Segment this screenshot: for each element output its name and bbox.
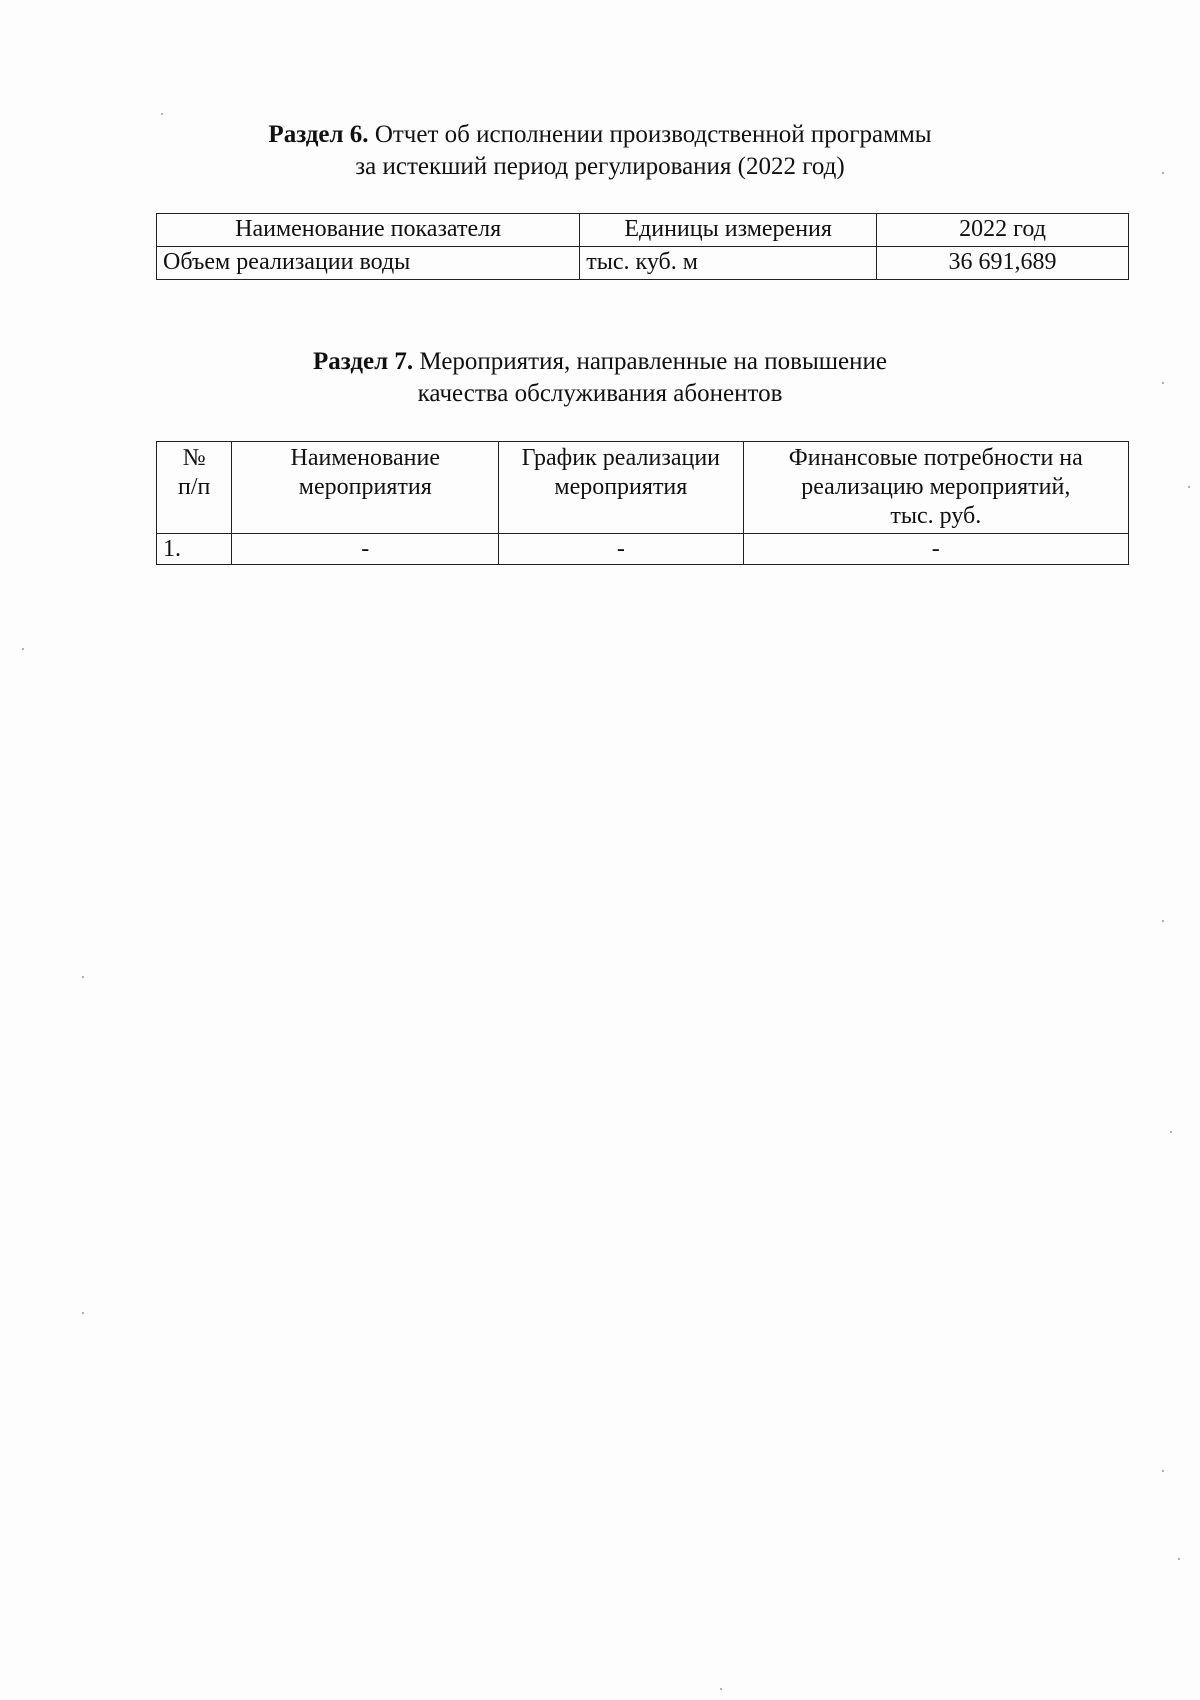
header-schedule-line-1: График реализации [521, 445, 721, 471]
section-6-title-line-1 [0, 119, 1200, 151]
section-6-number: Раздел 6. [268, 121, 369, 148]
header-measure-name [232, 442, 499, 534]
section-7-number: Раздел 7. [313, 348, 414, 375]
scan-speck [1162, 172, 1164, 174]
section-7-title-text: Мероприятия, направленные на повышение [419, 348, 887, 375]
section-6-title [0, 119, 1200, 183]
cell-indicator-name: Объем реализации воды [157, 247, 580, 280]
cell-financial-needs: - [743, 534, 1128, 565]
cell-measure-name: - [232, 534, 499, 565]
section-7-title-line-2: качества обслуживания абонентов [417, 380, 783, 407]
header-units: Единицы измерения [580, 214, 877, 247]
table-header-row [157, 442, 1129, 534]
scan-speck [1188, 486, 1190, 488]
section-6-title-line-2: за истекший период регулирования (2022 год) [355, 153, 845, 180]
cell-value: 36 691,689 [877, 247, 1129, 280]
table-row [157, 247, 1129, 280]
table-row [157, 534, 1129, 565]
header-measure-name-line-1: Наименование [290, 445, 441, 471]
header-financial-needs-line-3: тыс. руб. [890, 503, 982, 529]
header-indicator-name: Наименование показателя [157, 214, 580, 247]
scan-speck [1162, 382, 1164, 384]
header-number-line-1: № [182, 445, 206, 471]
production-program-table [156, 213, 1129, 280]
header-financial-needs [743, 442, 1128, 534]
scan-speck [82, 1312, 84, 1314]
section-7-title [0, 346, 1200, 410]
section-7-title-line-1 [0, 346, 1200, 378]
section-6-title-text: Отчет об исполнении производственной программы [374, 121, 932, 148]
scan-speck [1162, 920, 1164, 922]
scan-speck [82, 976, 84, 978]
scan-speck [1178, 1558, 1180, 1560]
scan-speck [720, 1688, 722, 1690]
scan-speck [1162, 1470, 1164, 1472]
header-schedule [499, 442, 744, 534]
header-schedule-line-2: мероприятия [554, 474, 688, 500]
service-quality-measures-table [156, 441, 1129, 565]
cell-schedule: - [499, 534, 744, 565]
header-financial-needs-line-1: Финансовые потребности на [788, 445, 1083, 471]
header-number [157, 442, 232, 534]
scan-speck [1170, 1131, 1172, 1133]
cell-units: тыс. куб. м [580, 247, 877, 280]
table-header-row [157, 214, 1129, 247]
header-measure-name-line-2: мероприятия [298, 474, 432, 500]
header-number-line-2: п/п [178, 474, 211, 500]
scan-speck [22, 648, 24, 650]
cell-number: 1. [157, 534, 232, 565]
header-financial-needs-line-2: реализацию мероприятий, [801, 474, 1071, 500]
header-year: 2022 год [877, 214, 1129, 247]
scan-speck [161, 113, 163, 115]
